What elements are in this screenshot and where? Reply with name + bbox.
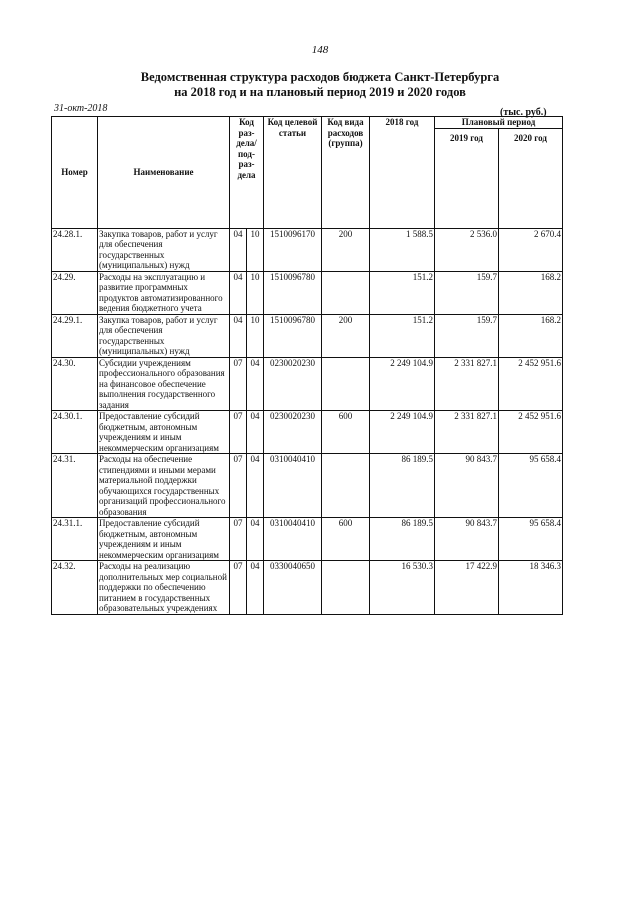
row-value-2019: 2 536.0 [435, 228, 499, 271]
header-2019: 2019 год [435, 128, 499, 228]
row-name: Расходы на эксплуатацию и развитие программных продуктов автоматизированного ведения бюджетного учета [98, 271, 230, 314]
table-row [52, 228, 563, 271]
row-value-2020: 168.2 [499, 314, 563, 357]
row-type-code: 600 [322, 518, 370, 561]
row-section: 04 [230, 314, 247, 357]
table-header [52, 117, 563, 229]
row-value-2020: 2 670.4 [499, 228, 563, 271]
title-line-1: Ведомственная структура расходов бюджета Санкт-Петербурга [140, 70, 500, 84]
row-value-2020: 2 452 951.6 [499, 357, 563, 411]
page-number: 148 [311, 44, 329, 56]
row-value-2020: 2 452 951.6 [499, 411, 563, 454]
row-value-2018: 86 189.5 [370, 518, 435, 561]
row-value-2018: 151.2 [370, 271, 435, 314]
row-target-code: 0310040410 [264, 454, 322, 518]
row-number: 24.30.1. [52, 411, 98, 454]
row-value-2020: 95 658.4 [499, 454, 563, 518]
table-row [52, 357, 563, 411]
header-2020: 2020 год [499, 128, 563, 228]
header-section: Код раз-дела/ под-раз-дела [230, 117, 264, 229]
row-type-code [322, 454, 370, 518]
row-type-code [322, 561, 370, 615]
row-number: 24.30. [52, 357, 98, 411]
row-value-2019: 2 331 827.1 [435, 357, 499, 411]
row-type-code [322, 271, 370, 314]
row-name: Расходы на реализацию дополнительных мер социальной поддержки по обеспечению питанием в государственных образовательных учреждениях [98, 561, 230, 615]
header-planned-period: Плановый период [435, 117, 563, 129]
row-value-2019: 159.7 [435, 314, 499, 357]
table-row [52, 314, 563, 357]
row-value-2018: 2 249 104.9 [370, 357, 435, 411]
row-value-2019: 90 843.7 [435, 454, 499, 518]
row-number: 24.29.1. [52, 314, 98, 357]
row-value-2018: 2 249 104.9 [370, 411, 435, 454]
units-label: (тыс. руб.) [500, 107, 547, 118]
title-line-2: на 2018 год и на плановый период 2019 и 2020 годов [174, 85, 466, 99]
row-value-2019: 2 331 827.1 [435, 411, 499, 454]
row-type-code: 600 [322, 411, 370, 454]
row-subsection: 10 [247, 271, 264, 314]
row-value-2019: 90 843.7 [435, 518, 499, 561]
row-target-code: 0230020230 [264, 411, 322, 454]
row-name: Предоставление субсидий бюджетным, автономным учреждениям и иным некоммерческим организациям [98, 411, 230, 454]
row-section: 07 [230, 518, 247, 561]
header-name: Наименование [98, 117, 230, 229]
row-value-2018: 1 588.5 [370, 228, 435, 271]
row-number: 24.32. [52, 561, 98, 615]
row-value-2018: 151.2 [370, 314, 435, 357]
row-subsection: 04 [247, 411, 264, 454]
row-number: 24.29. [52, 271, 98, 314]
row-target-code: 1510096780 [264, 314, 322, 357]
row-number: 24.28.1. [52, 228, 98, 271]
row-type-code [322, 357, 370, 411]
row-section: 07 [230, 561, 247, 615]
table-row [52, 411, 563, 454]
row-value-2018: 16 530.3 [370, 561, 435, 615]
row-name: Расходы на обеспечение стипендиями и иными мерами материальной поддержки обучающихся государственных организаций профессионального образования [98, 454, 230, 518]
row-subsection: 04 [247, 454, 264, 518]
header-target: Код целевой статьи [264, 117, 322, 229]
table-row [52, 454, 563, 518]
row-target-code: 1510096170 [264, 228, 322, 271]
row-target-code: 1510096780 [264, 271, 322, 314]
header-number: Номер [52, 117, 98, 229]
row-section: 07 [230, 357, 247, 411]
row-subsection: 10 [247, 228, 264, 271]
row-subsection: 04 [247, 518, 264, 561]
row-value-2020: 18 346.3 [499, 561, 563, 615]
table-row [52, 561, 563, 615]
row-number: 24.31. [52, 454, 98, 518]
row-section: 04 [230, 228, 247, 271]
row-value-2020: 95 658.4 [499, 518, 563, 561]
row-name: Закупка товаров, работ и услуг для обеспечения государственных (муниципальных) нужд [98, 314, 230, 357]
row-name: Субсидии учреждениям профессионального образования на финансовое обеспечение выполнения государственного задания [98, 357, 230, 411]
row-name: Предоставление субсидий бюджетным, автономным учреждениям и иным некоммерческим организациям [98, 518, 230, 561]
row-target-code: 0230020230 [264, 357, 322, 411]
row-value-2018: 86 189.5 [370, 454, 435, 518]
row-section: 04 [230, 271, 247, 314]
table-row [52, 518, 563, 561]
table-body [52, 228, 563, 614]
document-date: 31-окт-2018 [54, 103, 108, 114]
row-value-2019: 17 422.9 [435, 561, 499, 615]
header-type: Код вида расходов (группа) [322, 117, 370, 229]
row-section: 07 [230, 411, 247, 454]
header-2018: 2018 год [370, 117, 435, 229]
row-number: 24.31.1. [52, 518, 98, 561]
row-type-code: 200 [322, 314, 370, 357]
table-row [52, 271, 563, 314]
row-value-2020: 168.2 [499, 271, 563, 314]
row-subsection: 10 [247, 314, 264, 357]
row-subsection: 04 [247, 357, 264, 411]
document-title [0, 70, 640, 100]
budget-table [51, 116, 563, 615]
row-target-code: 0330040650 [264, 561, 322, 615]
row-name: Закупка товаров, работ и услуг для обеспечения государственных (муниципальных) нужд [98, 228, 230, 271]
row-type-code: 200 [322, 228, 370, 271]
row-target-code: 0310040410 [264, 518, 322, 561]
row-section: 07 [230, 454, 247, 518]
row-value-2019: 159.7 [435, 271, 499, 314]
row-subsection: 04 [247, 561, 264, 615]
